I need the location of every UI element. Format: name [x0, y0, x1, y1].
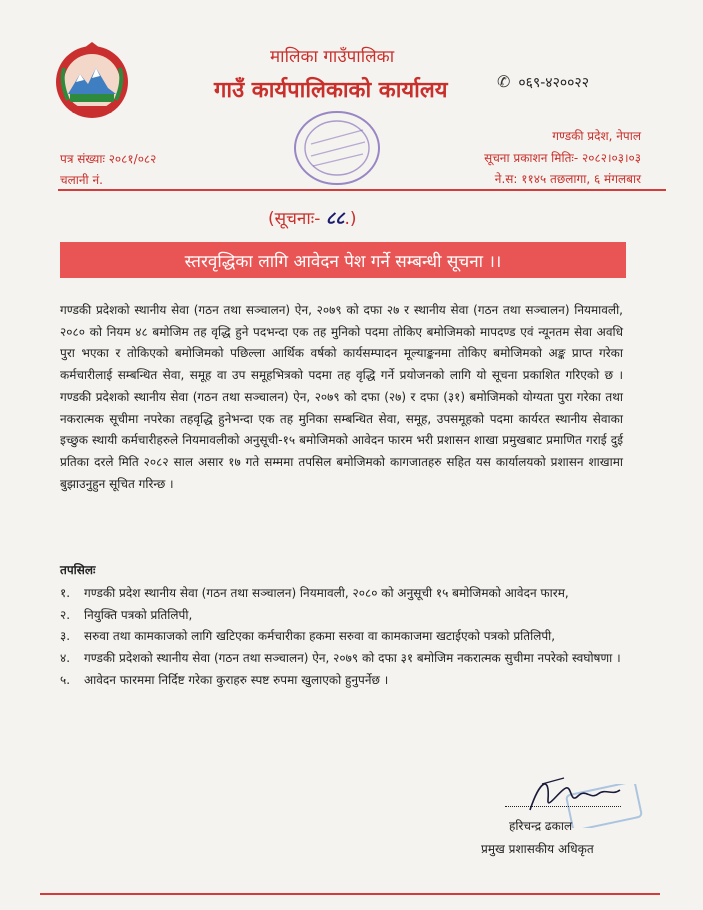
list-item-text: गण्डकी प्रदेश स्थानीय सेवा (गठन तथा सञ्चालन) नियमावली, २०८० को अनुसूची १५ बमोजिमको आवेदन फारम, — [84, 586, 569, 600]
province-label: गण्डकी प्रदेश, नेपाल — [552, 129, 641, 143]
notice-close: .) — [344, 209, 357, 229]
list-item-number: ४. — [60, 651, 71, 666]
nepal-emblem-icon — [50, 38, 134, 122]
list-item-number: ५. — [60, 672, 71, 687]
phone-text: ०६९-४२००२२ — [518, 75, 589, 91]
list-item — [60, 670, 623, 692]
office-address: ने.स: ११४५ तछलागा, ६ मंगलबार — [494, 172, 641, 186]
list-item-text: सरुवा तथा कामकाजको लागि खटिएका कर्मचारीका हकमा सरुवा वा कामकाजमा खटाईएको पत्रको प्रतिलिपी, — [84, 629, 556, 644]
list-heading: तपसिलः — [60, 563, 96, 577]
list-item-text: गण्डकी प्रदेशको स्थानीय सेवा (गठन तथा सञ्चालन) ऐन, २०७९ को दफा ३१ बमोजिम नकरात्मक सुचीमा नपरेको स्वघोषणा । — [84, 651, 621, 666]
list-item — [60, 648, 623, 670]
signer-name: हरिचन्द्र ढकाल — [509, 819, 573, 833]
notice-title-banner — [60, 242, 626, 278]
office-seal-stamp — [283, 100, 391, 192]
notice-number — [268, 206, 357, 230]
notice-number-value: ८८ — [325, 208, 345, 229]
signature-line — [505, 806, 621, 807]
notice-label: (सूचनाः- — [268, 209, 321, 229]
phone-icon: ✆ — [497, 72, 511, 91]
phone-number — [497, 72, 589, 92]
list-item-number: २. — [60, 607, 71, 622]
publish-date: सूचना प्रकाशन मितिः- २०८२।०३।०३ — [484, 151, 641, 165]
list-item-text: आवेदन फारममा निर्दिष्ट गरेका कुराहरु स्पष्ट रुपमा खुलाएको हुनुपर्नेछ । — [84, 672, 389, 687]
list-item — [60, 605, 623, 627]
list-item-number: ३. — [60, 629, 71, 644]
requirements-list — [60, 583, 623, 692]
notice-body: गण्डकी प्रदेशको स्थानीय सेवा (गठन तथा सञ्चालन) ऐन, २०७९ को दफा २७ र स्थानीय सेवा (गठन तथा सञ्चालन) नियमावली, २०८० को नियम ४८ बमोजिम तह वृद्धि हुने पदभन्दा एक तह मुनिको पदमा तोकिए बमोजिमको मापदण्ड एवं न्यूनतम सेवा अवधि पुरा भएका र तोकिएको बमोजिमको पछिल्ला आर्थिक वर्षको कार्यसम्पादन मूल्याङ्कनमा तोकिए बमोजिमको अङ्क प्राप्त गरेका कर्मचारीलाई सम्बन्धित सेवा, समूह वा उप समूहभित्रको पदमा तह वृद्धि गर्ने प्रयोजनको लागि यो सूचना प्रकाशित गरिएको छ । गण्डकी प्रदेशको स्थानीय सेवा (गठन तथा सञ्चालन) ऐन, २०७९ को दफा (२७) र दफा (३१) बमोजिमको योग्यता पुरा गरेका तथा नकरात्मक सूचीमा नपरेका तहवृद्धि हुनेभन्दा एक तह मुनिका सम्बन्धित सेवा, समूह, उपसमूहको पदमा कार्यरत स्थानीय सेवाका इच्छुक स्थायी कर्मचारीहरुले नियमावलीको अनुसूची-१५ बमोजिमको आवेदन फारम भरी प्रशासन शाखा प्रमुखबाट प्रमाणित गराई दुई प्रतिका दरले मिति २०८२ साल असार १७ गते सम्ममा तपसिल बमोजिमको कागजातहरु सहित यस कार्यालयको प्रशासन शाखामा बुझाउनुहुन सूचित गरिन्छ । — [60, 303, 623, 491]
footer-divider — [40, 893, 660, 895]
list-item-text: नियुक्ति पत्रको प्रतिलिपी, — [84, 607, 193, 622]
reference-number: पत्र संख्याः २०८१/०८२ — [60, 152, 157, 166]
notice-title: स्तरवृद्धिका लागि आवेदन पेश गर्ने सम्बन्धी सूचना ।। — [184, 251, 502, 272]
list-item-number: १. — [60, 586, 71, 600]
dispatch-number: चलानी नं. — [60, 173, 103, 187]
list-item — [60, 583, 623, 605]
header-divider — [58, 189, 666, 191]
office-name: गाउँ कार्यपालिकाको कार्यालय — [214, 78, 448, 103]
signer-title: प्रमुख प्रशासकीय अधिकृत — [481, 842, 594, 856]
handwritten-signature — [520, 770, 630, 820]
municipality-name: मालिका गाउँपालिका — [270, 47, 395, 67]
list-item — [60, 626, 623, 648]
